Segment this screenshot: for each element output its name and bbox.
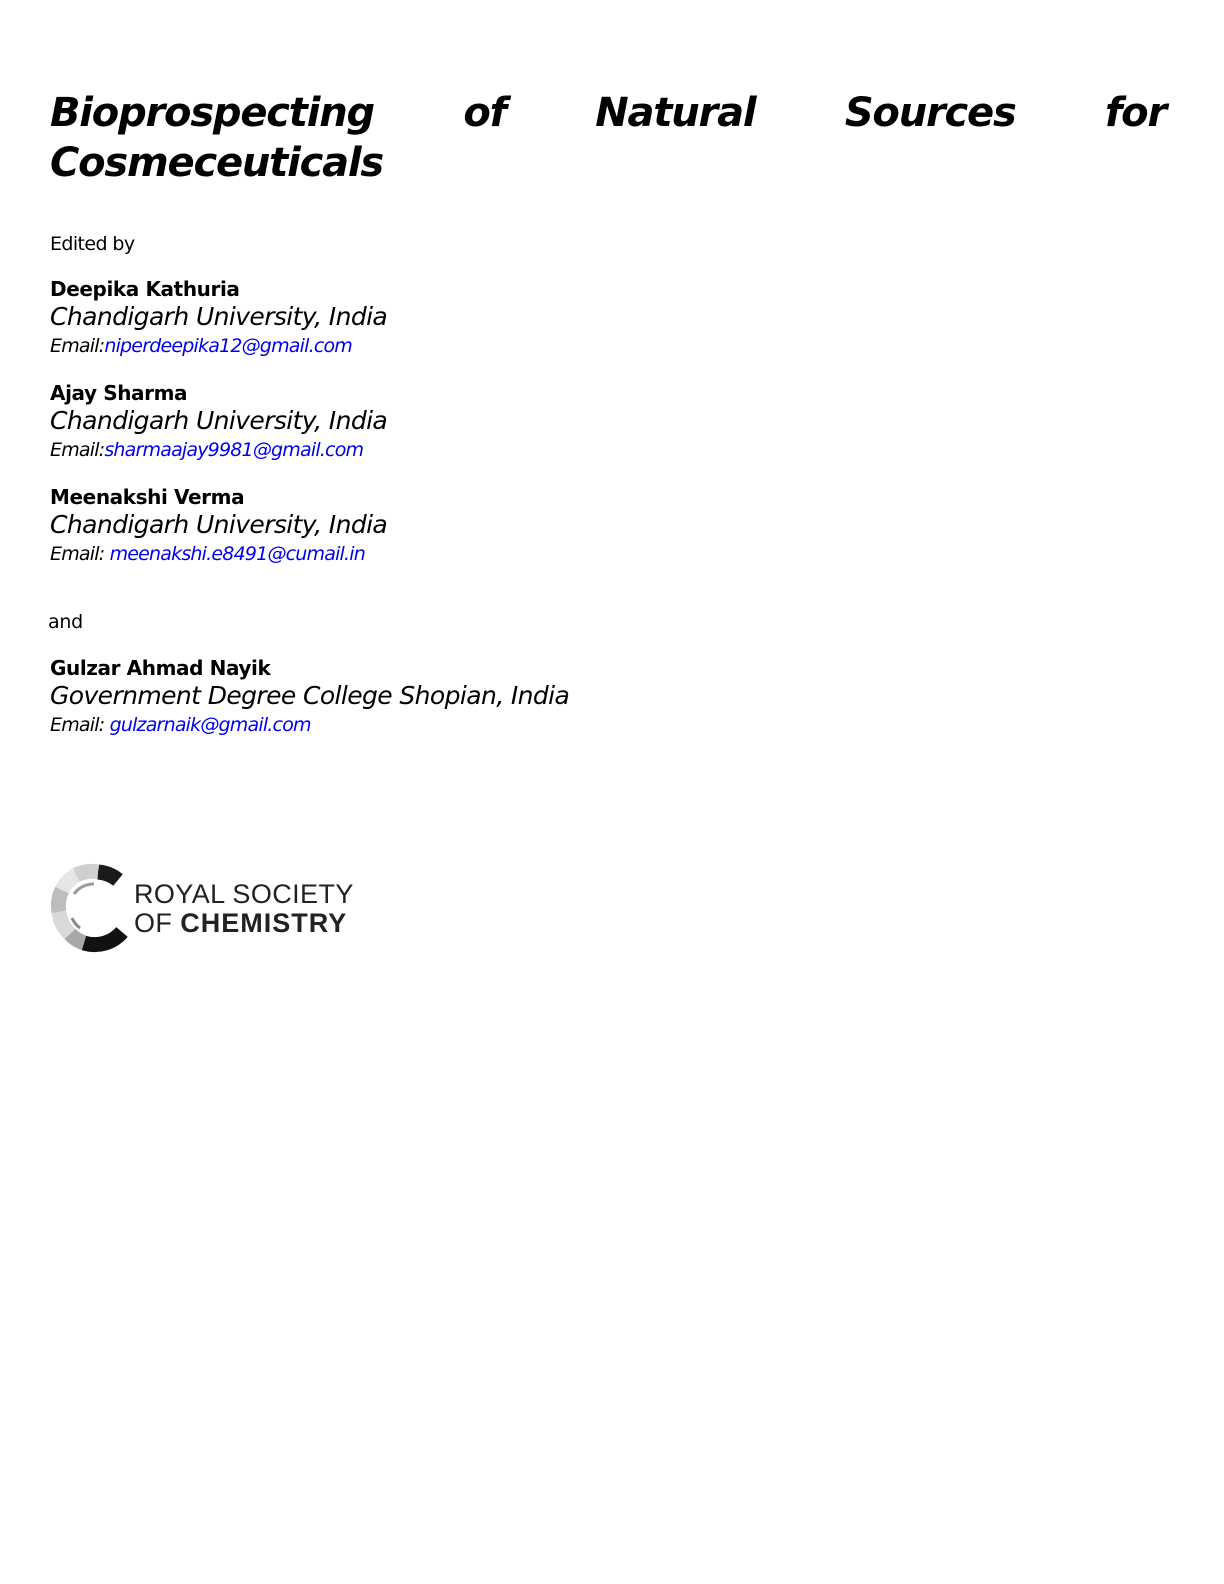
- editor-affiliation: Chandigarh University, India: [50, 510, 388, 539]
- editor-block: [50, 277, 387, 359]
- book-title: [50, 88, 1166, 188]
- title-word: Bioprospecting: [50, 90, 374, 136]
- email-label: Email:: [50, 439, 105, 461]
- publisher-logo: [50, 862, 370, 954]
- title-word: of: [463, 90, 506, 136]
- email-link[interactable]: gulzarnaik@gmail.com: [109, 714, 311, 736]
- edited-by-label: Edited by: [50, 233, 135, 255]
- editor-email-line: [50, 541, 387, 567]
- editor-affiliation: Government Degree College Shopian, India: [50, 681, 570, 710]
- email-link[interactable]: meenakshi.e8491@cumail.in: [109, 543, 365, 565]
- editor-email-line: [50, 712, 569, 738]
- editor-block: [50, 381, 387, 463]
- and-separator: and: [48, 611, 83, 633]
- title-word: for: [1104, 90, 1166, 136]
- email-label: Email:: [50, 714, 110, 736]
- publisher-logo-line-1: ROYAL SOCIETY: [134, 879, 354, 909]
- editor-block: [50, 485, 387, 567]
- publisher-logo-text: [134, 880, 354, 938]
- rsc-c-mark-icon: [50, 862, 132, 954]
- editor-email-line: [50, 333, 387, 359]
- title-word: Natural: [595, 90, 756, 136]
- publisher-logo-prefix: OF: [134, 908, 181, 938]
- book-title-line-1: [50, 88, 1166, 138]
- title-word: Sources: [844, 90, 1016, 136]
- editor-name: Gulzar Ahmad Nayik: [50, 656, 271, 680]
- email-label: Email:: [50, 335, 105, 357]
- email-link[interactable]: niperdeepika12@gmail.com: [104, 335, 353, 357]
- publisher-logo-bold: CHEMISTRY: [180, 908, 348, 938]
- editor-affiliation: Chandigarh University, India: [50, 302, 388, 331]
- email-link[interactable]: sharmaajay9981@gmail.com: [104, 439, 364, 461]
- editor-block: [50, 656, 569, 738]
- publisher-logo-line-2: [134, 909, 354, 938]
- editor-name: Ajay Sharma: [50, 381, 188, 405]
- editor-name: Meenakshi Verma: [50, 485, 245, 509]
- editor-name: Deepika Kathuria: [50, 277, 240, 301]
- editor-affiliation: Chandigarh University, India: [50, 406, 388, 435]
- editor-email-line: [50, 437, 387, 463]
- email-label: Email:: [50, 543, 110, 565]
- book-title-line-2: Cosmeceuticals: [50, 140, 384, 186]
